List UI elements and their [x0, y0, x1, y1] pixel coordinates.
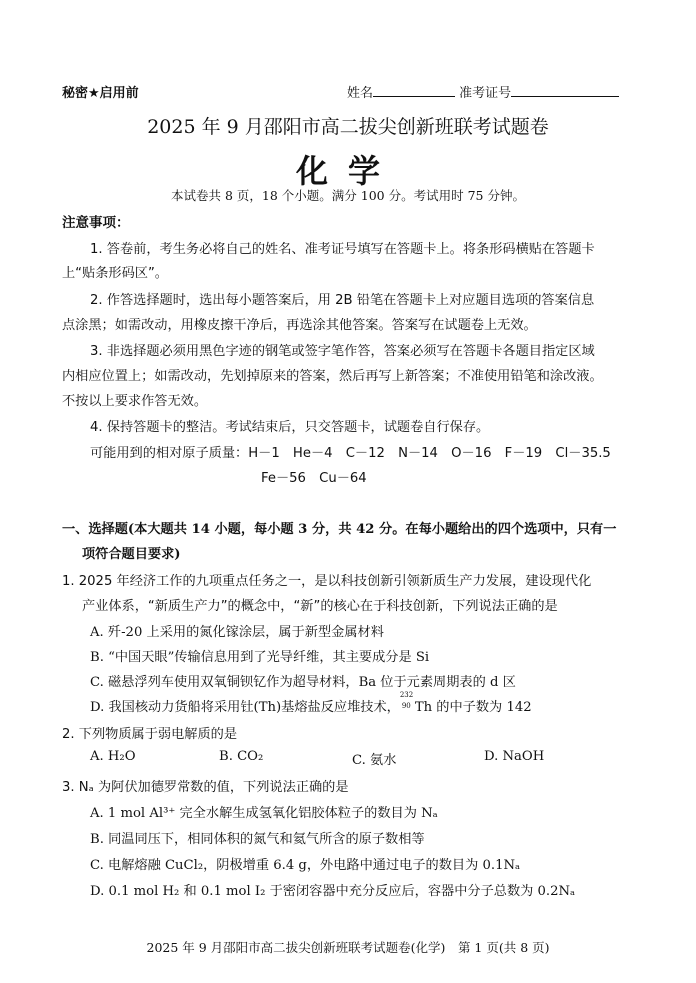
note-3-line-3: 不按以上要求作答无效。 — [62, 394, 208, 409]
question-3-stem: 3. Nₐ 为阿伏加德罗常数的值，下列说法正确的是 — [62, 780, 349, 795]
question-2-option-b: B. CO₂ — [219, 749, 264, 764]
note-3-line-1: 3. 非选择题必须用黑色字迹的钢笔或签字笔作答，答案必须写在答题卡各题目指定区域 — [90, 344, 595, 359]
question-2-option-a: A. H₂O — [90, 749, 136, 764]
nuclide-notation — [399, 691, 415, 711]
question-1-option-a: A. 歼-20 上采用的氮化镓涂层，属于新型金属材料 — [90, 625, 384, 640]
name-blank — [373, 84, 455, 97]
section-1-heading-cont: 项符合题目要求) — [82, 547, 181, 562]
question-1-option-d — [90, 691, 532, 715]
exam-number-blank — [511, 84, 619, 97]
note-2-line-1: 2. 作答选择题时，选出每小题答案后，用 2B 铅笔在答题卡上对应题目选项的答案信息 — [90, 293, 595, 308]
question-1-stem-line-1: 1. 2025 年经济工作的九项重点任务之一，是以科技创新引领新质生产力发展，建设现代化 — [62, 574, 592, 589]
atomic-number: 90 — [401, 702, 411, 710]
question-1-option-d-text: D. 我国核动力货船将采用钍(Th)基熔盐反应堆技术， — [90, 700, 400, 715]
question-2-stem: 2. 下列物质属于弱电解质的是 — [62, 727, 238, 742]
name-label: 姓名 — [347, 86, 374, 101]
question-3-option-c: C. 电解熔融 CuCl₂，阴极增重 6.4 g，外电路中通过电子的数目为 0.1Nₐ — [90, 858, 521, 873]
note-3-line-2: 内相应位置上；如需改动，先划掉原来的答案，然后再写上新答案；不准使用铅笔和涂改液。 — [62, 369, 603, 384]
page-footer: 2025 年 9 月邵阳市高二拔尖创新班联考试题卷(化学) 第 1 页(共 8 页) — [146, 940, 550, 955]
confidential-label: 秘密★启用前 — [62, 86, 139, 101]
note-2-line-2: 点涂黑；如需改动，用橡皮擦干净后，再选涂其他答案。答案写在试题卷上无效。 — [62, 318, 537, 333]
exam-title: 2025 年 9 月邵阳市高二拔尖创新班联考试题卷 — [147, 116, 549, 138]
atomic-masses-line-2: Fe－56 Cu－64 — [261, 471, 367, 486]
subject-title: 化学 — [295, 152, 400, 190]
question-2-option-d: D. NaOH — [484, 749, 545, 764]
question-2-option-c: C. 氨水 — [352, 753, 397, 768]
candidate-info — [347, 82, 619, 101]
section-1-heading: 一、选择题(本大题共 14 小题，每小题 3 分，共 42 分。在每小题给出的四个选项中，只有一 — [62, 522, 617, 537]
mass-number: 232 — [399, 691, 414, 699]
exam-number-label: 准考证号 — [459, 86, 512, 101]
question-3-option-a: A. 1 mol Al³⁺ 完全水解生成氢氧化铝胶体粒子的数目为 Nₐ — [90, 806, 438, 821]
question-1-stem-line-2: 产业体系，“新质生产力”的概念中，“新”的核心在于科技创新，下列说法正确的是 — [82, 599, 558, 614]
notes-heading: 注意事项： — [62, 215, 130, 231]
note-4: 4. 保持答题卡的整洁。考试结束后，只交答题卡，试题卷自行保存。 — [90, 420, 490, 435]
exam-info: 本试卷共 8 页，18 个小题。满分 100 分。考试用时 75 分钟。 — [171, 188, 525, 203]
note-1-line-2: 上“贴条形码区”。 — [62, 266, 168, 281]
question-1-option-c: C. 磁悬浮列车使用双氧铜钡钇作为超导材料，Ba 位于元素周期表的 d 区 — [90, 675, 516, 690]
note-1-line-1: 1. 答卷前，考生务必将自己的姓名、准考证号填写在答题卡上。将条形码横贴在答题卡 — [90, 242, 595, 257]
question-3-option-d: D. 0.1 mol H₂ 和 0.1 mol I₂ 于密闭容器中充分反应后，容器中分子总数为 0.2Nₐ — [90, 884, 576, 899]
atomic-masses-line-1: 可能用到的相对原子质量：H－1 He－4 C－12 N－14 O－16 F－19 Cl－35.5 — [90, 446, 611, 461]
question-3-option-b: B. 同温同压下，相同体积的氮气和氦气所含的原子数相等 — [90, 832, 425, 847]
question-1-option-b: B. “中国天眼”传输信息用到了光导纤维，其主要成分是 Si — [90, 650, 430, 665]
question-1-option-d-tail: Th 的中子数为 142 — [414, 700, 532, 715]
